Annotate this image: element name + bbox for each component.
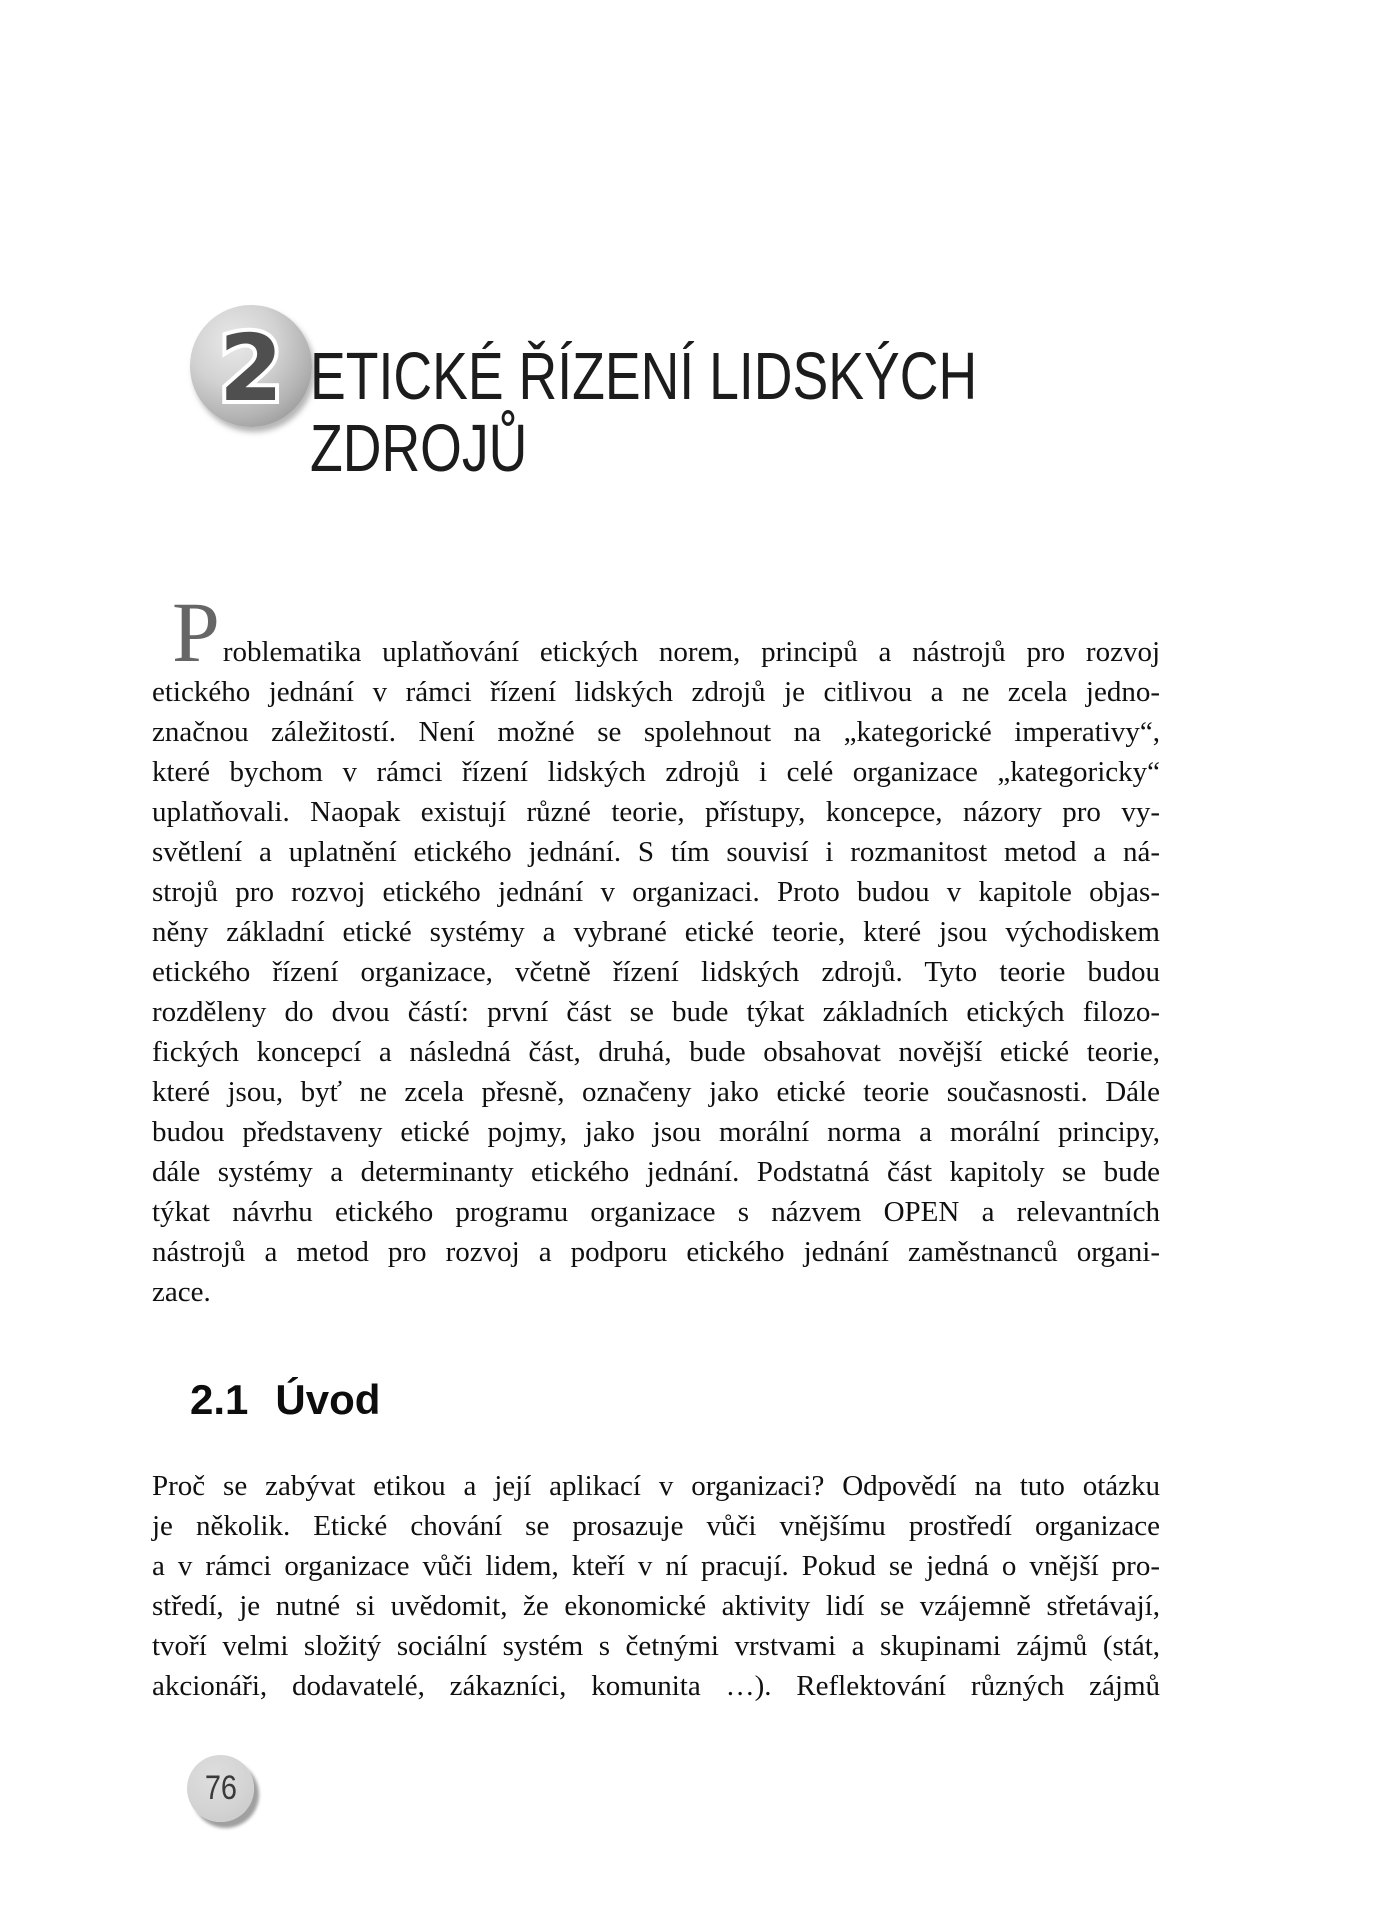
- chapter-number-graphic: [190, 305, 312, 427]
- text-line: značnou záležitostí. Není možné se spolehnout na „kategorické imperativy“,: [152, 716, 1160, 748]
- text-line: a v rámci organizace vůči lidem, kteří v ní pracují. Pokud se jedná o vnější pro-: [152, 1550, 1160, 1582]
- text-line: uplatňovali. Naopak existují různé teorie, přístupy, koncepce, názory pro vy-: [152, 796, 1160, 828]
- text-line: akcionáři, dodavatelé, zákazníci, komunita …). Reflektování různých zájmů: [152, 1670, 1160, 1702]
- text-line: etického řízení organizace, včetně řízení lidských zdrojů. Tyto teorie budou: [152, 956, 1160, 988]
- text-line: středí, je nutné si uvědomit, že ekonomické aktivity lidí se vzájemně střetávají,: [152, 1590, 1160, 1622]
- text-line: nástrojů a metod pro rozvoj a podporu etického jednání zaměstnanců organi-: [152, 1236, 1160, 1268]
- intro-paragraph: [152, 584, 1160, 1312]
- chapter-title-line-1: ETICKÉ ŘÍZENÍ LIDSKÝCH: [310, 339, 978, 414]
- text-line: něny základní etické systémy a vybrané etické teorie, které jsou východiskem: [152, 916, 1160, 948]
- section-number: 2.1: [190, 1376, 249, 1423]
- text-line: tvoří velmi složitý sociální systém s četnými vrstvami a skupinami zájmů (stát,: [152, 1630, 1160, 1662]
- chapter-number-badge: [190, 305, 312, 427]
- text-line: týkat návrhu etického programu organizace s názvem OPEN a relevantních: [152, 1196, 1160, 1228]
- chapter-title: [310, 341, 977, 485]
- intro-paragraph-lines: [152, 672, 1160, 1312]
- section-paragraph-lines: [152, 1466, 1160, 1706]
- text-line: rozděleny do dvou částí: první část se bude týkat základních etických filozo-: [152, 996, 1160, 1028]
- page-number: 76: [204, 1769, 237, 1807]
- text-line: etického jednání v rámci řízení lidských zdrojů je citlivou a ne zcela jedno-: [152, 676, 1160, 708]
- text-line: světlení a uplatnění etického jednání. S tím souvisí i rozmanitost metod a ná-: [152, 836, 1160, 868]
- text-line: které bychom v rámci řízení lidských zdrojů i celé organizace „kategoricky“: [152, 756, 1160, 788]
- text-line: strojů pro rozvoj etického jednání v organizaci. Proto budou v kapitole objas-: [152, 876, 1160, 908]
- text-line: dále systémy a determinanty etického jednání. Podstatná část kapitoly se bude: [152, 1156, 1160, 1188]
- dropcap-letter: P: [172, 584, 220, 680]
- text-line: které jsou, byť ne zcela přesně, označeny jako etické teorie současnosti. Dále: [152, 1076, 1160, 1108]
- intro-first-line: [152, 584, 1160, 680]
- page-number-badge: [187, 1755, 254, 1822]
- text-line: je několik. Etické chování se prosazuje vůči vnějšímu prostředí organizace: [152, 1510, 1160, 1542]
- intro-first-line-text: roblematika uplatňování etických norem, principů a nástrojů pro rozvoj: [222, 636, 1160, 668]
- text-line: budou představeny etické pojmy, jako jsou morální norma a morální principy,: [152, 1116, 1160, 1148]
- chapter-number: 2: [218, 315, 284, 422]
- section-title: Úvod: [275, 1376, 381, 1423]
- text-line: Proč se zabývat etikou a její aplikací v organizaci? Odpovědí na tuto otázku: [152, 1470, 1160, 1502]
- text-line: zace.: [152, 1276, 211, 1308]
- chapter-title-line-2: ZDROJŮ: [310, 411, 528, 486]
- section-heading: [190, 1376, 380, 1424]
- text-line: fických koncepcí a následná část, druhá, bude obsahovat novější etické teorie,: [152, 1036, 1160, 1068]
- section-paragraph: [152, 1466, 1160, 1706]
